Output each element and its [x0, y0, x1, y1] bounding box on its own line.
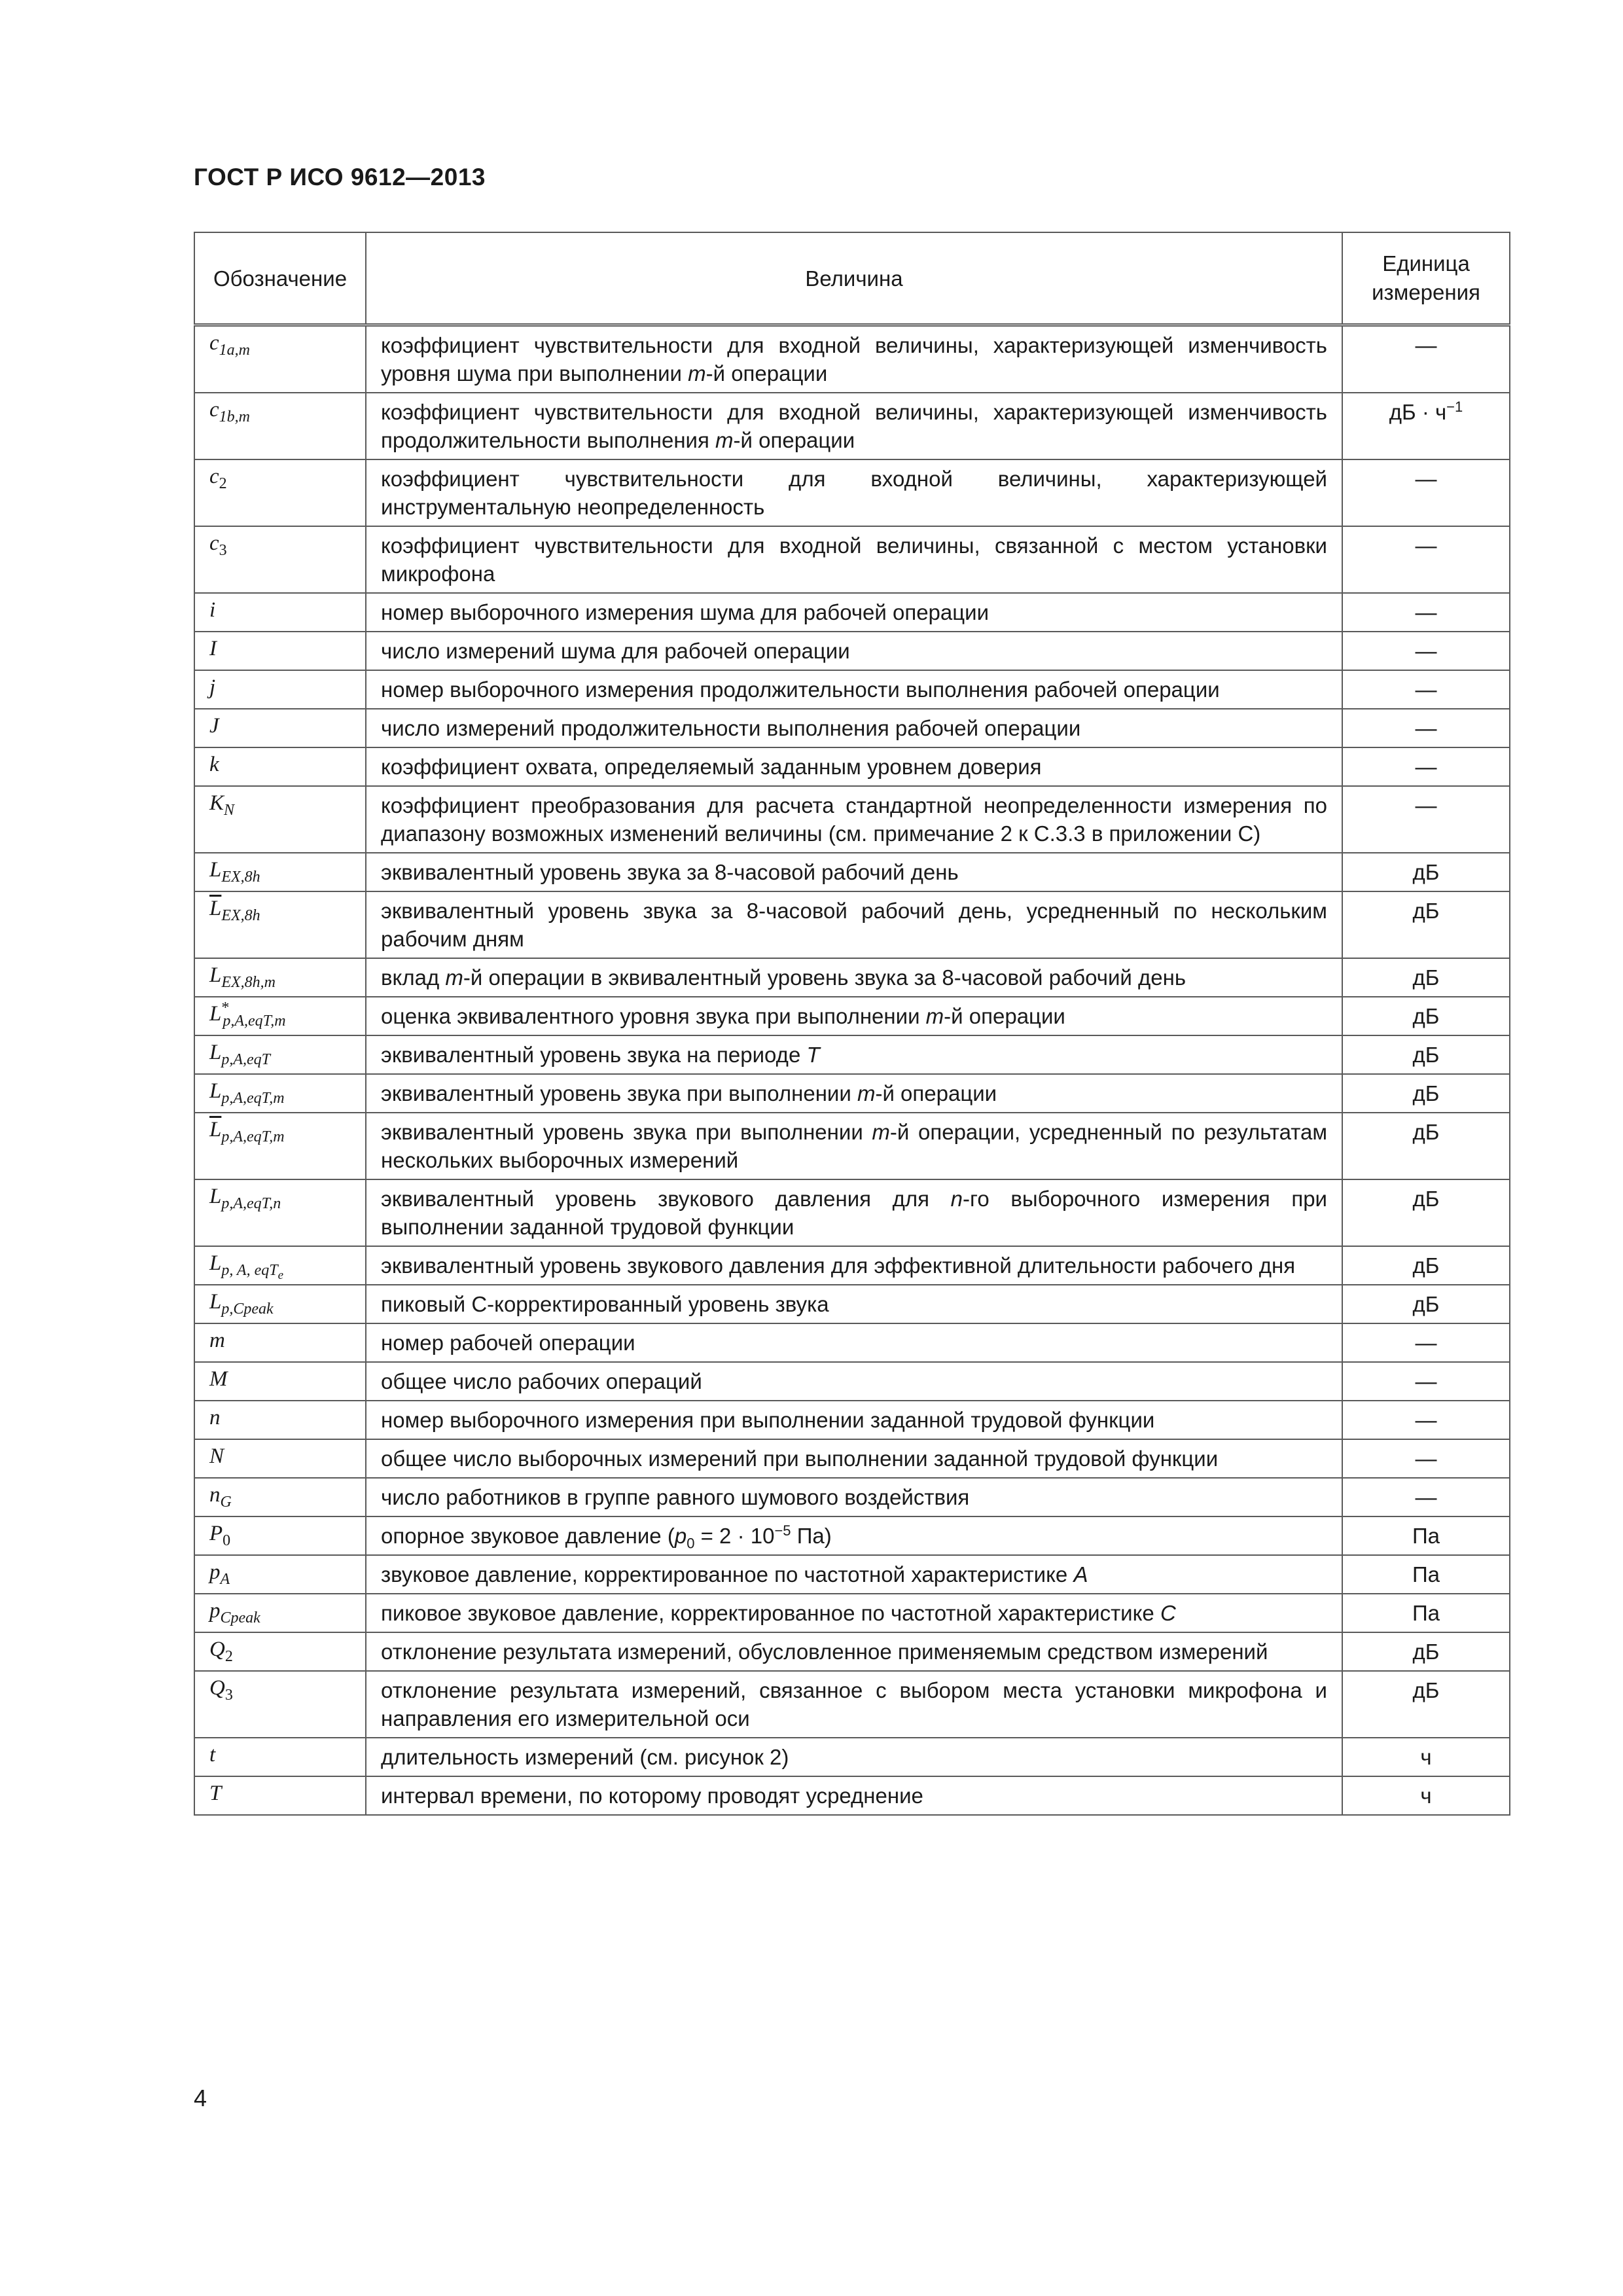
symbol-cell: N: [194, 1439, 366, 1478]
unit-cell: дБ: [1342, 1632, 1510, 1671]
unit-cell: дБ: [1342, 1035, 1510, 1074]
unit-cell: —: [1342, 786, 1510, 853]
description-cell: коэффициент охвата, определяемый заданным уровнем доверия: [366, 747, 1342, 786]
unit-cell: —: [1342, 1478, 1510, 1516]
description-cell: опорное звуковое давление ($p_0 = 2 \cdot 10^{-5}$ Па): [366, 1516, 1342, 1555]
symbol-cell: J: [194, 709, 366, 747]
description-cell: коэффициент чувствительности для входной величины, характеризующей изменчивость уровня шума при выполнении m-й операции: [366, 325, 1342, 393]
symbol-cell: $K_N$: [194, 786, 366, 853]
description-cell: отклонение результата измерений, связанное с выбором места установки микрофона и направления его измерительной оси: [366, 1671, 1342, 1738]
symbol-cell: $L_{p,A,eqT}$: [194, 1035, 366, 1074]
description-cell: длительность измерений (см. рисунок 2): [366, 1738, 1342, 1776]
symbol-cell: t: [194, 1738, 366, 1776]
symbol-cell: $n_G$: [194, 1478, 366, 1516]
symbol-cell: n: [194, 1401, 366, 1439]
unit-cell: ч: [1342, 1738, 1510, 1776]
description-cell: число работников в группе равного шумового воздействия: [366, 1478, 1342, 1516]
unit-cell: —: [1342, 709, 1510, 747]
symbol-cell: T: [194, 1776, 366, 1815]
table-body: [194, 325, 1510, 1816]
unit-cell: —: [1342, 459, 1510, 526]
symbol-cell: m: [194, 1323, 366, 1362]
unit-cell: —: [1342, 593, 1510, 632]
table-row: [194, 526, 1510, 593]
unit-cell: —: [1342, 1362, 1510, 1401]
table-row: [194, 1671, 1510, 1738]
description-cell: номер выборочного измерения при выполнении заданной трудовой функции: [366, 1401, 1342, 1439]
symbol-cell: k: [194, 747, 366, 786]
symbol-cell: $L_{EX,8h}$: [194, 853, 366, 891]
description-cell: пиковый С-корректированный уровень звука: [366, 1285, 1342, 1323]
description-cell: вклад m-й операции в эквивалентный уровень звука за 8-часовой рабочий день: [366, 958, 1342, 997]
description-cell: номер рабочей операции: [366, 1323, 1342, 1362]
unit-cell: —: [1342, 670, 1510, 709]
table-row: [194, 1738, 1510, 1776]
description-cell: эквивалентный уровень звука за 8-часовой рабочий день, усредненный по нескольким рабочим дням: [366, 891, 1342, 958]
unit-cell: Па: [1342, 1555, 1510, 1594]
table-row: [194, 1113, 1510, 1179]
table-row: [194, 1362, 1510, 1401]
table-row: [194, 393, 1510, 459]
symbol-cell: $L_{p,Cpeak}$: [194, 1285, 366, 1323]
description-cell: число измерений шума для рабочей операции: [366, 632, 1342, 670]
unit-cell: дБ: [1342, 1246, 1510, 1285]
unit-cell: дБ · $ч^{-1}$: [1342, 393, 1510, 459]
description-cell: интервал времени, по которому проводят усреднение: [366, 1776, 1342, 1815]
unit-cell: Па: [1342, 1594, 1510, 1632]
table-header-row: [194, 232, 1510, 325]
symbol-cell: $\overline{L}_{p,A,eqT,m}$: [194, 1113, 366, 1179]
column-header-symbol: Обозначение: [194, 232, 366, 325]
table-row: [194, 325, 1510, 393]
table-row: [194, 958, 1510, 997]
table-row: [194, 593, 1510, 632]
table-row: [194, 1285, 1510, 1323]
unit-cell: дБ: [1342, 997, 1510, 1035]
table-row: [194, 459, 1510, 526]
page-number: 4: [194, 2085, 207, 2111]
symbol-cell: $L_{p,A,eqT,n}$: [194, 1179, 366, 1246]
symbol-cell: M: [194, 1362, 366, 1401]
unit-cell: Па: [1342, 1516, 1510, 1555]
description-cell: эквивалентный уровень звукового давления для n-го выборочного измерения при выполнении заданной трудовой функции: [366, 1179, 1342, 1246]
unit-cell: дБ: [1342, 1074, 1510, 1113]
unit-cell: —: [1342, 1439, 1510, 1478]
table-row: [194, 1323, 1510, 1362]
unit-cell: дБ: [1342, 891, 1510, 958]
description-cell: оценка эквивалентного уровня звука при выполнении m-й операции: [366, 997, 1342, 1035]
description-cell: число измерений продолжительности выполнения рабочей операции: [366, 709, 1342, 747]
description-cell: коэффициент чувствительности для входной величины, характеризующей инструментальную неопределенность: [366, 459, 1342, 526]
table-row: [194, 1246, 1510, 1285]
document-title: ГОСТ Р ИСО 9612—2013: [194, 164, 486, 190]
unit-cell: —: [1342, 747, 1510, 786]
description-cell: эквивалентный уровень звука на периоде Т: [366, 1035, 1342, 1074]
description-cell: номер выборочного измерения продолжительности выполнения рабочей операции: [366, 670, 1342, 709]
description-cell: коэффициент преобразования для расчета стандартной неопределенности измерения по диапазону возможных изменений величины (см. примечание 2 к С.3.3 в приложении С): [366, 786, 1342, 853]
symbol-cell: $c_{1a,m}$: [194, 325, 366, 393]
symbol-cell: $c_3$: [194, 526, 366, 593]
table-row: [194, 632, 1510, 670]
symbol-cell: $c_2$: [194, 459, 366, 526]
table-row: [194, 786, 1510, 853]
table-row: [194, 1074, 1510, 1113]
unit-cell: —: [1342, 325, 1510, 393]
description-cell: эквивалентный уровень звука за 8-часовой рабочий день: [366, 853, 1342, 891]
column-header-unit: Единица измерения: [1342, 232, 1510, 325]
table-row: [194, 1776, 1510, 1815]
table-row: [194, 1594, 1510, 1632]
symbol-cell: $L_{p, A, eqT_e}$: [194, 1246, 366, 1285]
description-cell: общее число рабочих операций: [366, 1362, 1342, 1401]
table-row: [194, 997, 1510, 1035]
symbol-cell: i: [194, 593, 366, 632]
table-row: [194, 1632, 1510, 1671]
table-row: [194, 853, 1510, 891]
table-row: [194, 1439, 1510, 1478]
table-row: [194, 1179, 1510, 1246]
unit-cell: —: [1342, 526, 1510, 593]
unit-cell: дБ: [1342, 1285, 1510, 1323]
unit-cell: дБ: [1342, 1113, 1510, 1179]
table-row: [194, 1516, 1510, 1555]
table-row: [194, 670, 1510, 709]
unit-cell: —: [1342, 632, 1510, 670]
unit-cell: —: [1342, 1401, 1510, 1439]
symbol-cell: $L^*_{p,A,eqT,m}$: [194, 997, 366, 1035]
unit-cell: —: [1342, 1323, 1510, 1362]
unit-cell: ч: [1342, 1776, 1510, 1815]
table-row: [194, 1401, 1510, 1439]
description-cell: коэффициент чувствительности для входной величины, связанной с местом установки микрофона: [366, 526, 1342, 593]
description-cell: отклонение результата измерений, обусловленное применяемым средством измерений: [366, 1632, 1342, 1671]
table-row: [194, 709, 1510, 747]
table-row: [194, 1555, 1510, 1594]
table-row: [194, 747, 1510, 786]
description-cell: общее число выборочных измерений при выполнении заданной трудовой функции: [366, 1439, 1342, 1478]
column-header-quantity: Величина: [366, 232, 1342, 325]
symbol-cell: I: [194, 632, 366, 670]
description-cell: эквивалентный уровень звука при выполнении m-й операции, усредненный по результатам нескольких выборочных измерений: [366, 1113, 1342, 1179]
description-cell: эквивалентный уровень звукового давления для эффективной длительности рабочего дня: [366, 1246, 1342, 1285]
symbol-cell: $P_0$: [194, 1516, 366, 1555]
unit-cell: дБ: [1342, 1671, 1510, 1738]
table-row: [194, 891, 1510, 958]
symbol-cell: $L_{p,A,eqT,m}$: [194, 1074, 366, 1113]
symbol-cell: j: [194, 670, 366, 709]
unit-cell: дБ: [1342, 1179, 1510, 1246]
unit-cell: дБ: [1342, 853, 1510, 891]
table-row: [194, 1478, 1510, 1516]
description-cell: коэффициент чувствительности для входной величины, характеризующей изменчивость продолжительности выполнения m-й операции: [366, 393, 1342, 459]
unit-cell: дБ: [1342, 958, 1510, 997]
symbol-cell: $L_{EX,8h,m}$: [194, 958, 366, 997]
description-cell: номер выборочного измерения шума для рабочей операции: [366, 593, 1342, 632]
symbol-cell: $Q_2$: [194, 1632, 366, 1671]
symbol-cell: $\overline{L}_{EX,8h}$: [194, 891, 366, 958]
symbol-cell: $p_A$: [194, 1555, 366, 1594]
symbol-cell: $c_{1b,m}$: [194, 393, 366, 459]
description-cell: пиковое звуковое давление, корректированное по частотной характеристике C: [366, 1594, 1342, 1632]
table-row: [194, 1035, 1510, 1074]
description-cell: эквивалентный уровень звука при выполнении m-й операции: [366, 1074, 1342, 1113]
symbol-cell: $Q_3$: [194, 1671, 366, 1738]
description-cell: звуковое давление, корректированное по частотной характеристике A: [366, 1555, 1342, 1594]
symbol-cell: $p_{Cpeak}$: [194, 1594, 366, 1632]
symbols-table: [194, 232, 1510, 1816]
